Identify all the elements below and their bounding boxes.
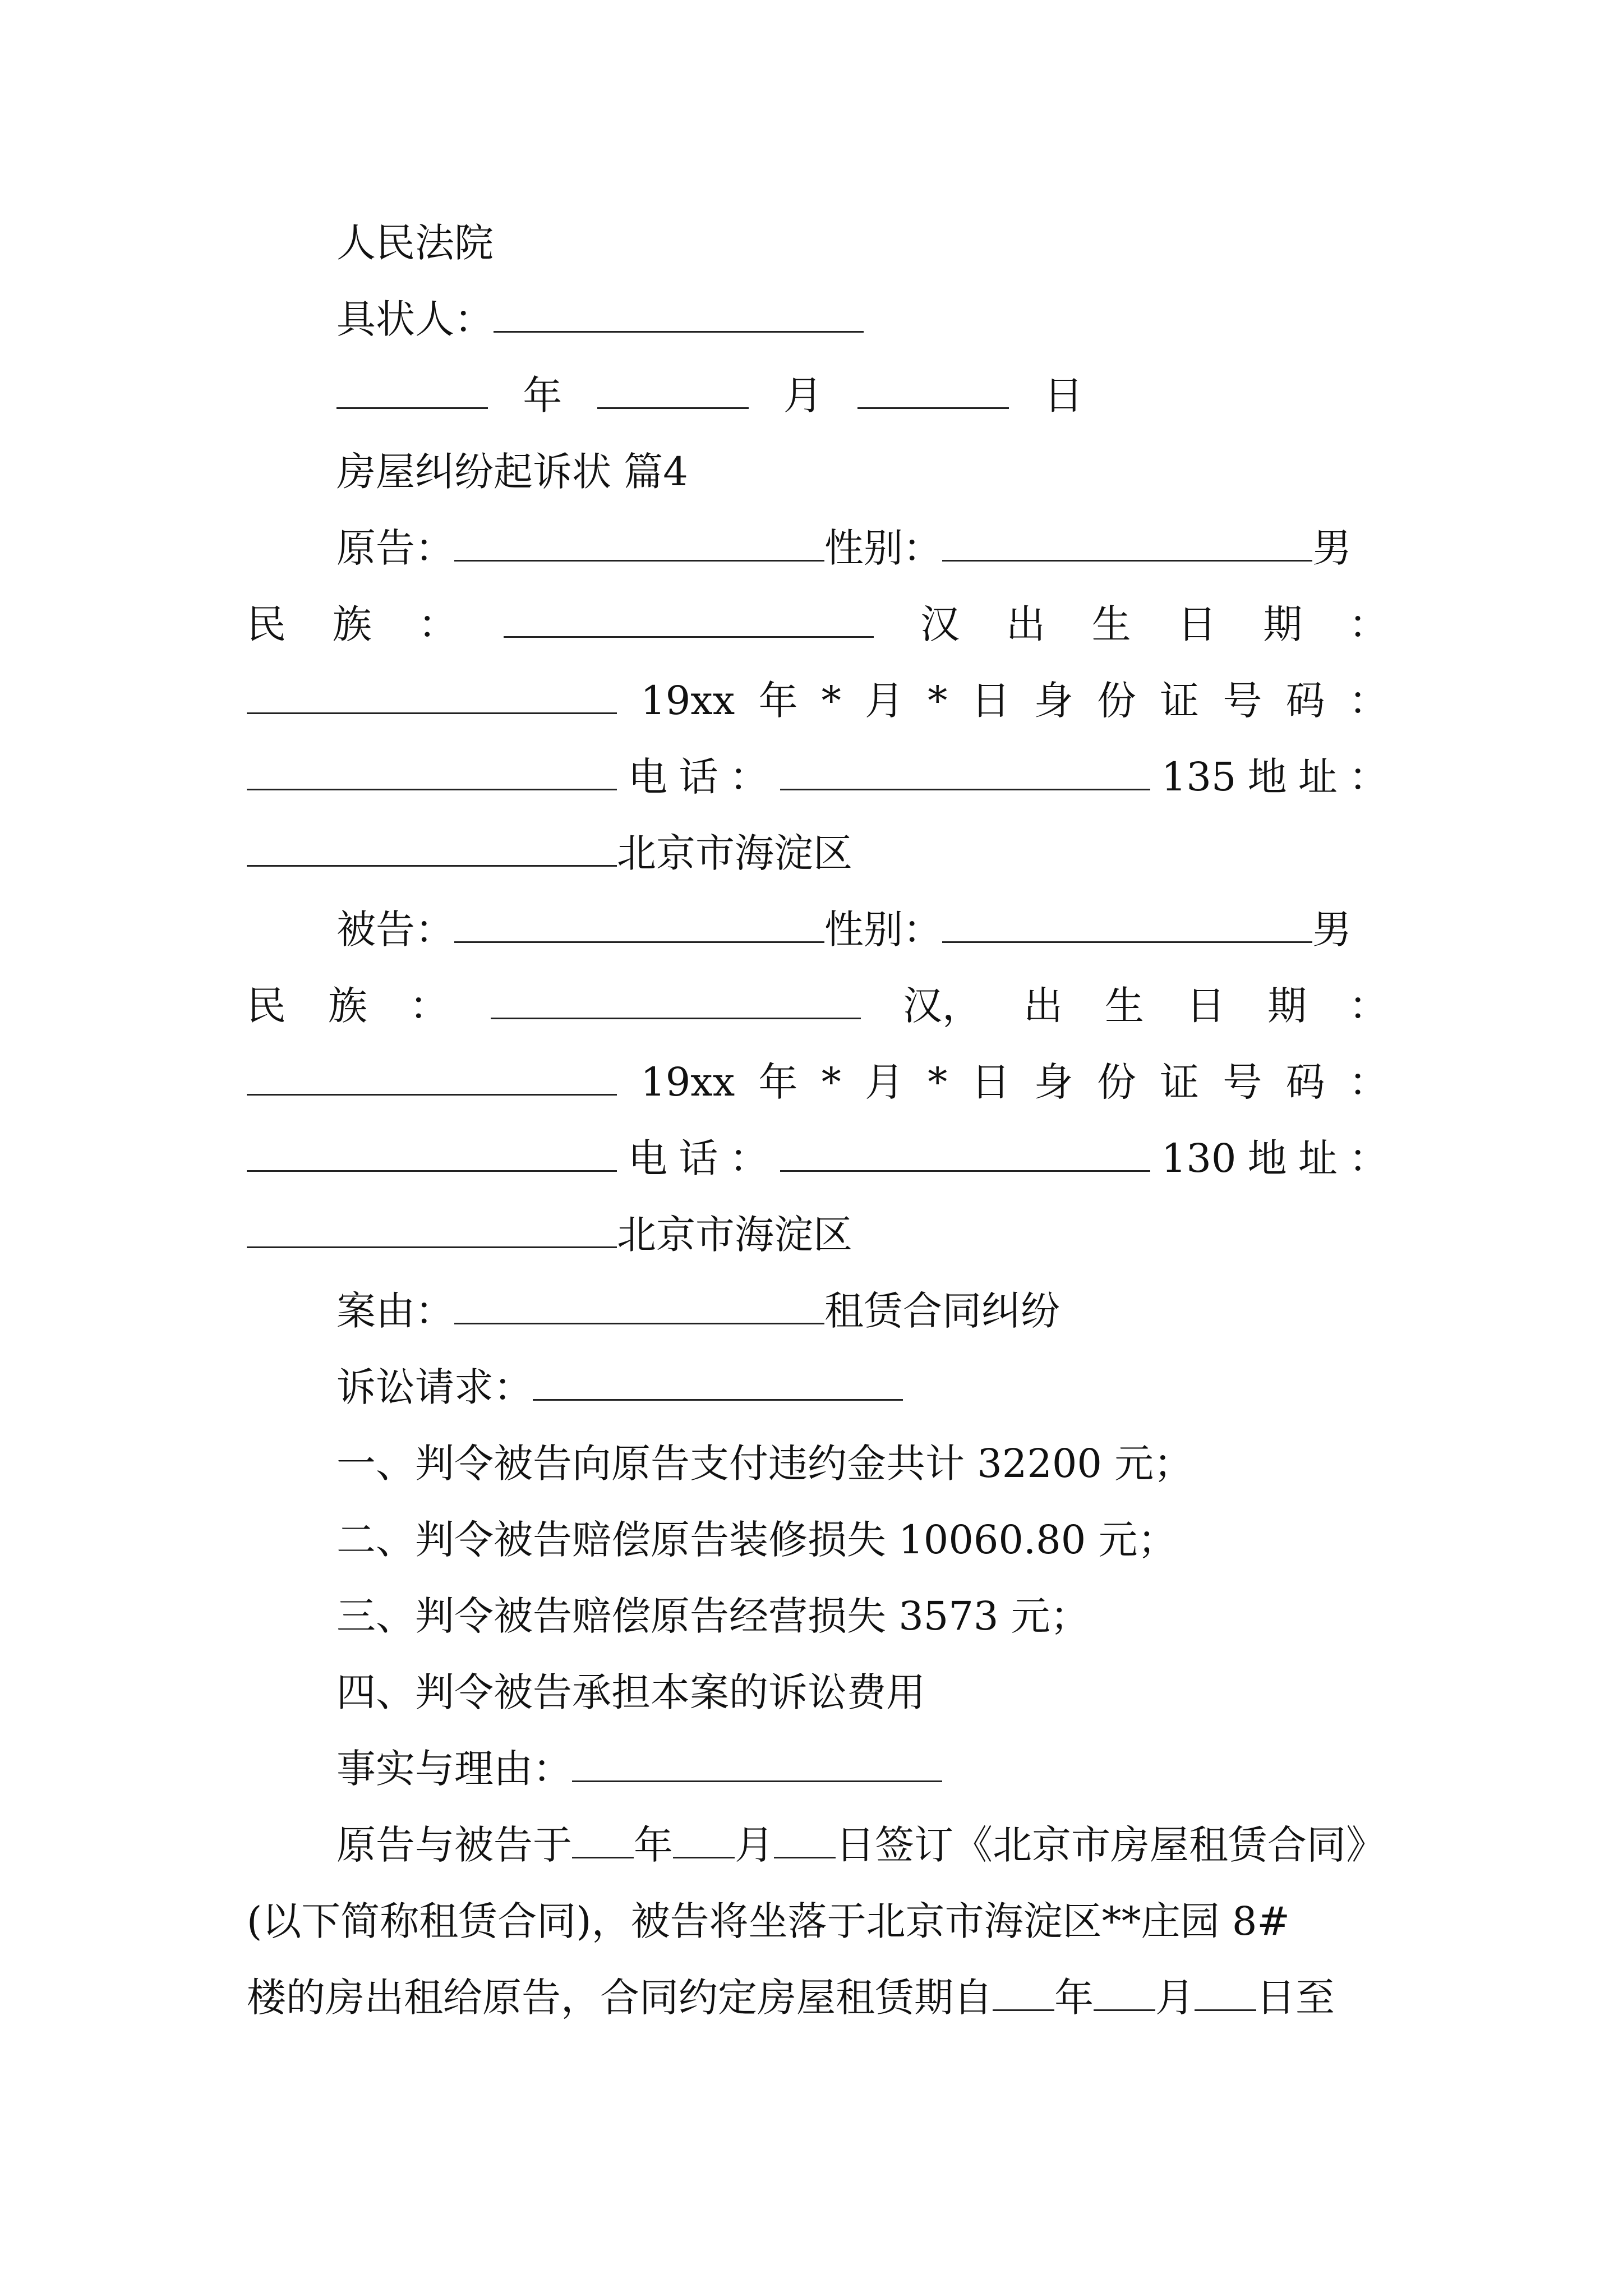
defendant-birth-blank [247,1089,617,1096]
plaintiff-id-blank [247,784,617,790]
plaintiff-line-3: 19xx 年 * 月 * 日 身 份 证 号 码 ： [247,675,1388,726]
facts-day-blank [774,1852,836,1858]
defendant-line-1 [336,904,1352,955]
day-blank [857,403,1009,409]
defendant-name-blank [454,937,824,943]
defendant-line-3: 19xx 年 * 月 * 日 身 份 证 号 码 ： [247,1057,1388,1107]
petitioner-label: 具状人： [336,296,494,342]
defendant-id-blank [247,1166,617,1172]
defendant-gender-blank [942,937,1312,943]
plaintiff-gender: 男 [1312,525,1352,571]
month-blank [597,403,749,409]
plaintiff-phone: 135 [1161,754,1237,800]
defendant-ethnicity-blank [491,1013,861,1019]
plaintiff-label: 原告： [336,525,454,571]
defendant-address: 北京市海淀区 [617,1212,852,1258]
plaintiff-line-4: 电 话 ： 135 地 址 ： [247,752,1388,802]
petitioner-blank [494,326,864,333]
defendant-line-2: 民 族 ： 汉， 出 生 日 期 ： [247,981,1388,1031]
facts-year-blank [572,1852,634,1858]
claims-line [336,1362,903,1412]
defendant-line-5 [247,1209,852,1260]
claims-label: 诉讼请求： [336,1364,533,1410]
date-line [336,370,1105,421]
petitioner-line [336,294,864,344]
facts-month-blank [673,1852,735,1858]
facts-blank [572,1776,942,1782]
year-label: 年 [523,372,562,418]
case-line [336,1286,1060,1336]
defendant-gender: 男 [1312,907,1352,953]
plaintiff-phone-blank [780,784,1150,790]
plaintiff-line-1 [336,523,1352,573]
facts-label: 事实与理由： [336,1746,572,1792]
facts-line [336,1743,942,1794]
plaintiff-ethnicity: 汉 [920,601,960,647]
year-blank [336,403,488,409]
claim-item-2: 二、判令被告赔偿原告装修损失 10060.80 元； [336,1517,1177,1563]
facts-paragraph-line-3: 楼的房出租给原告，合同约定房屋租赁期自 年 月 日至 [247,1975,1335,2021]
claim-item-1: 一、判令被告向原告支付违约金共计 32200 元； [336,1441,1193,1487]
case-label: 案由： [336,1288,454,1334]
defendant-gender-label: 性别： [824,907,942,953]
facts-paragraph-line-1: 原告与被告于 年 月 日签订《北京市房屋租赁合同》 [336,1822,1385,1868]
defendant-phone: 130 [1161,1135,1237,1181]
defendant-phone-blank [780,1166,1150,1172]
defendant-ethnicity: 汉， [903,983,981,1029]
lease-year-blank [993,2005,1054,2011]
defendant-label: 被告： [336,907,454,953]
lease-day-blank [1195,2005,1256,2011]
section-title: 房屋纠纷起诉状 篇4 [336,449,688,495]
plaintiff-gender-label: 性别： [824,525,942,571]
day-label: 日 [1044,372,1083,418]
defendant-line-4: 电 话 ： 130 地 址 ： [247,1133,1388,1184]
claim-item-4: 四、判令被告承担本案的诉讼费用 [336,1669,925,1715]
plaintiff-birth-blank [247,708,617,714]
lease-month-blank [1094,2005,1155,2011]
claim-item-3: 三、判令被告赔偿原告经营损失 3573 元； [336,1593,1090,1639]
plaintiff-address: 北京市海淀区 [617,830,852,876]
plaintiff-line-2: 民 族 ： 汉 出 生 日 期 ： [247,599,1388,650]
plaintiff-ethnicity-blank [504,632,874,638]
claims-blank [533,1395,903,1401]
case-blank [454,1318,824,1324]
plaintiff-line-5 [247,828,852,878]
plaintiff-address-blank [247,861,617,867]
facts-paragraph-line-2: (以下简称租赁合同)，被告将坐落于北京市海淀区**庄园 8# [247,1898,1290,1944]
month-label: 月 [783,372,823,418]
case-value: 租赁合同纠纷 [824,1288,1060,1334]
defendant-address-blank [247,1242,617,1248]
court-name: 人民法院 [336,220,494,266]
plaintiff-name-blank [454,555,824,562]
plaintiff-gender-blank [942,555,1312,562]
